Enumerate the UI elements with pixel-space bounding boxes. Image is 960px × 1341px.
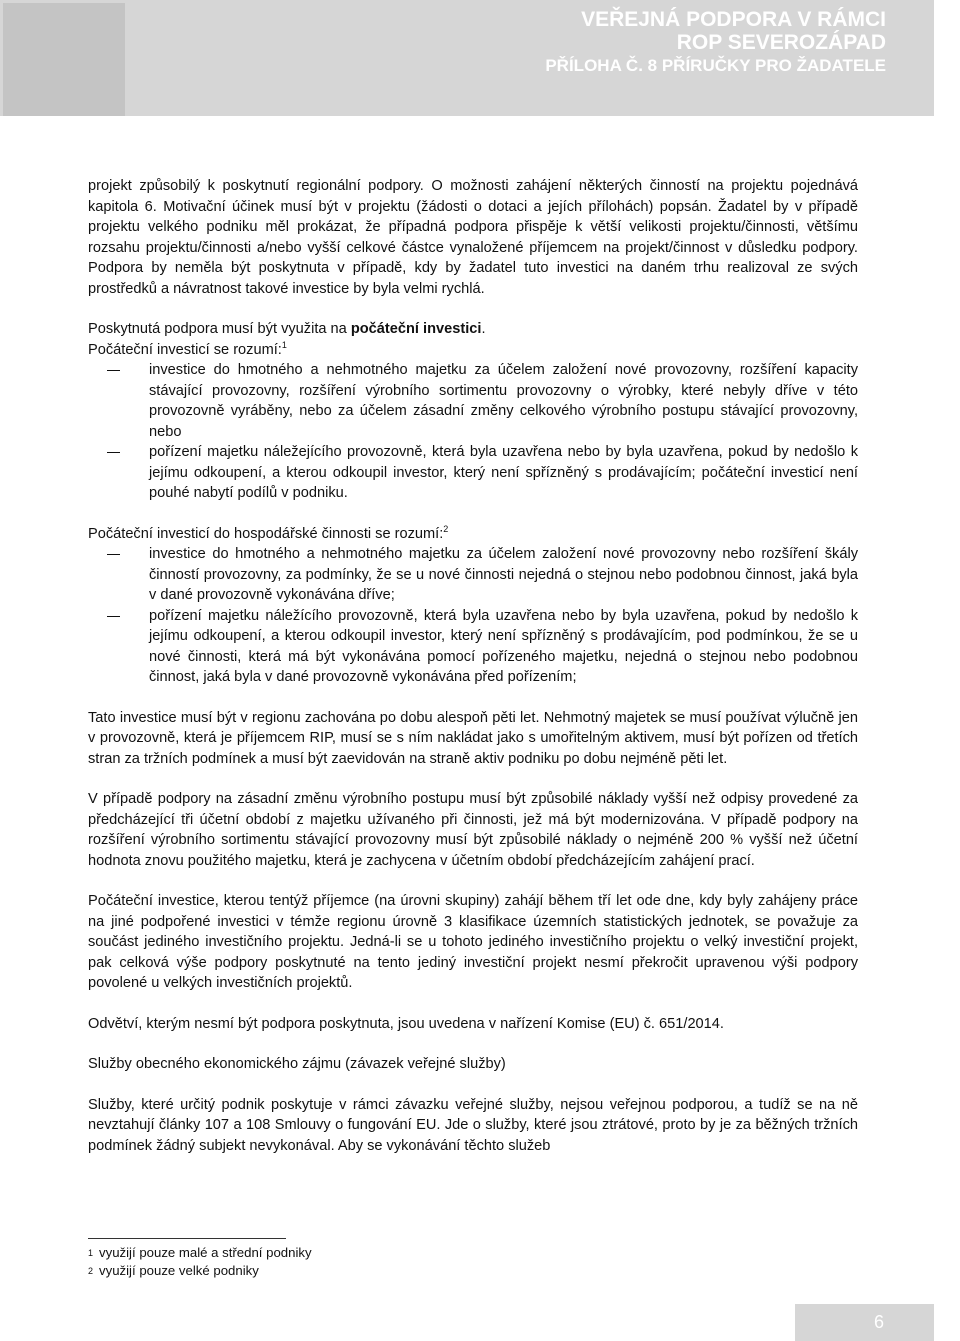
header-logo-placeholder bbox=[3, 3, 125, 116]
footnote-divider bbox=[88, 1238, 286, 1239]
list1-heading-text: Počáteční investicí se rozumí: bbox=[88, 341, 282, 358]
p2-bold: počáteční investici bbox=[350, 321, 482, 337]
footnote-1 bbox=[88, 1244, 312, 1262]
header-title bbox=[545, 8, 886, 77]
paragraph-retention: Tato investice musí být v regionu zachována po dobu alespoň pěti let. Nehmotný majetek se musí používat výlučně jen v provozovně, která je příjemcem RIP, musí se s ním nakládat jako s umořitelným aktivem, musí být pořízen od třetích stran za tržních podmínek a musí být zaevidován na straně aktiv podniku po dobu nejméně pěti let. bbox=[88, 709, 858, 767]
footnote-2 bbox=[88, 1262, 312, 1280]
page-body bbox=[88, 176, 858, 1156]
list-item: investice do hmotného a nehmotného majetku za účelem založení nové provozovny nebo rozšíření škály činností provozovny, za podmínky, že se u nové činnosti nejedná o stejnou nebo podobnou činnost, jaká byla v dané provozovně vykonávána dříve; bbox=[88, 544, 858, 606]
footnote-1-text: využijí pouze malé a střední podniky bbox=[99, 1245, 312, 1260]
page-number-box bbox=[795, 1304, 934, 1341]
list2-heading-text: Počáteční investicí do hospodářské činnosti se rozumí: bbox=[88, 525, 444, 542]
list-item: pořízení majetku náležícího provozovně, která byla uzavřena nebo by byla uzavřena, pokud by nedošlo k jejímu odkoupení, a kterou odkoupil investor, který není spřízněný s prodávajícím, pod podmínkou, že se u nové činnosti, která má být vykonávána pomocí pořízeného majetku, nejedná o stejnou nebo podobnou činnost, jaká byla v dané provozovně vykonávána před pořízením; bbox=[88, 606, 858, 688]
initial-investment-list bbox=[88, 360, 858, 504]
footnote-2-text: využijí pouze velké podniky bbox=[99, 1263, 259, 1278]
section-heading-sgei: Služby obecného ekonomického zájmu (závazek veřejné služby) bbox=[88, 1056, 506, 1072]
paragraph-single-project: Počáteční investice, kterou tentýž příjemce (na úrovni skupiny) zahájí během tří let ode dne, kdy byly zahájeny práce na jiné podpořené investici v témže regionu úrovně 3 klasifikace územních statistických jednotek, se považuje za součást jediného investičního projektu. Jedná-li se u tohoto jediného investičního projektu o velký investiční projekt, pak celková výše podpory poskytnuté na tento jediný investiční projekt nesmí překročit upravenou výši podpory povolené u velkých investičních projektů. bbox=[88, 893, 858, 991]
p2-prefix: Poskytnutá podpora musí být využita na bbox=[88, 321, 351, 337]
economic-activity-investment-list bbox=[88, 544, 858, 688]
p2-suffix: . bbox=[481, 321, 486, 337]
paragraph-public-service: Služby, které určitý podnik poskytuje v rámci závazku veřejné služby, nejsou veřejnou podporou, a tudíž se na ně nevztahují články 107 a 108 Smlouvy o fungování EU. Jde o služby, které jsou ztrátové, proto by je za běžných tržních podmínek žádný subjekt nevykonával. Aby se vykonávání těchto služeb bbox=[88, 1096, 858, 1154]
footnotes bbox=[88, 1244, 312, 1280]
paragraph-motivation: projekt způsobilý k poskytnutí regionální podpory. O možnosti zahájení některých činností na projektu pojednává kapitola 6. Motivační účinek musí být v projektu (žádosti o dotaci a jejích přílohách) popsán. Žadatel by v případě projektu velkého podniku měl prokázat, že případná podpora přispěje k větší velikosti projektu/činnosti, většímu rozsahu projektu/činnosti a/nebo vyšší celkové částce vynaložené příjemcem na projekt/činnost v důsledku podpory. Podpora by neměla být poskytnuta v případě, kdy by žadatel tuto investici na daném trhu realizoval ze svých prostředků a návratnost takové investice by byla velmi rychlá. bbox=[88, 178, 858, 297]
header-title-line2: ROP SEVEROZÁPAD bbox=[676, 31, 886, 54]
footnote-2-number: 2 bbox=[88, 1266, 94, 1276]
list2-heading bbox=[88, 524, 858, 545]
header-title-line3: PŘÍLOHA Č. 8 PŘÍRUČKY PRO ŽADATELE bbox=[545, 56, 886, 75]
header-title-line1: VEŘEJNÁ PODPORA V RÁMCI bbox=[581, 8, 886, 31]
footnote-ref-1: 1 bbox=[281, 339, 287, 350]
paragraph-initial-investment-requirement bbox=[88, 319, 858, 340]
footnote-1-number: 1 bbox=[88, 1248, 94, 1258]
list-item: pořízení majetku náležejícího provozovně, která byla uzavřena nebo by byla uzavřena, pokud by nedošlo k jejímu odkoupení, a kterou odkoupil investor, který není spřízněný s prodávajícím; počáteční investicí není pouhé nabytí podílů v podniku. bbox=[88, 442, 858, 504]
paragraph-excluded-sectors: Odvětví, kterým nesmí být podpora poskytnuta, jsou uvedena v nařízení Komise (EU) č. 651/2014. bbox=[88, 1015, 724, 1032]
page-number: 6 bbox=[873, 1312, 884, 1332]
paragraph-production-change: V případě podpory na zásadní změnu výrobního postupu musí být způsobilé náklady vyšší než odpisy provedené za předcházející tři účetní období z majetku užívaného při činnosti, jež má být modernizována. V případě podpory na rozšíření výrobního sortimentu stávající provozovny musí být způsobilé náklady o nejméně 200 % vyšší než účetní hodnota znovu použitého majetku, která je zachycena v účetním období předcházejícím zahájení prací. bbox=[88, 791, 858, 869]
footnote-ref-2: 2 bbox=[443, 523, 449, 534]
list1-heading bbox=[88, 340, 858, 361]
header-bar bbox=[0, 0, 934, 116]
list-item: investice do hmotného a nehmotného majetku za účelem založení nové provozovny, rozšíření kapacity stávající provozovny, rozšíření výrobního sortimentu provozovny o výrobky, které nebyly dříve v této provozovně vyráběny, nebo za účelem zásadní změny celkového výrobního postupu stávající provozovny, nebo bbox=[88, 360, 858, 442]
